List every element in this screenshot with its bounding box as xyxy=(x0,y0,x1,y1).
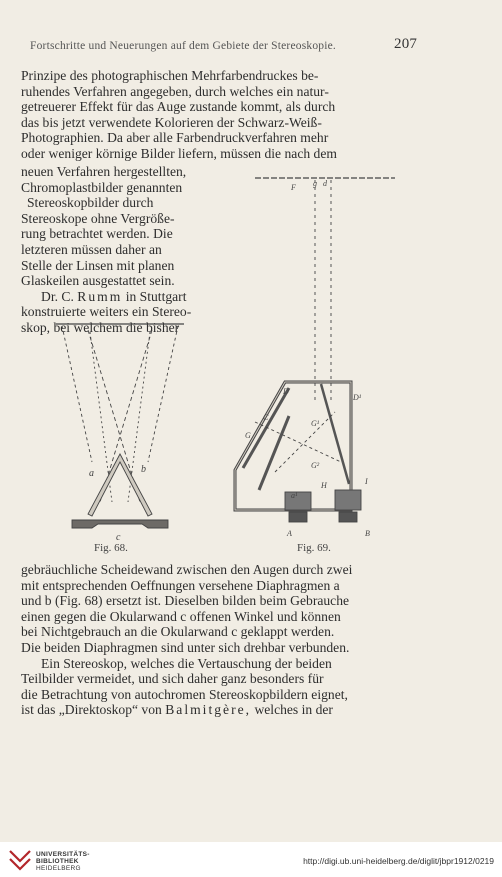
digitization-footer xyxy=(0,842,502,877)
text-line: Stelle der Linsen mit planen xyxy=(21,257,175,273)
text-span: Dr. C. xyxy=(41,288,74,304)
text-line: rung betrachtet werden. Die xyxy=(21,226,173,242)
text-line: einen gegen die Okularwand c offenen Winkel und können xyxy=(21,608,341,624)
label-D: D xyxy=(283,387,289,396)
text-line: Stereoskopbilder durch xyxy=(27,195,154,211)
library-name xyxy=(36,851,90,873)
permalink-link[interactable]: http://digi.ub.uni-heidelberg.de/diglit/jbpr1912/0219 xyxy=(303,856,494,866)
text-line: letzteren müssen daher an xyxy=(21,241,162,257)
text-line: Die beiden Diaphragmen sind unter sich drehbar verbunden. xyxy=(21,639,350,655)
text-line: und b (Fig. 68) ersetzt ist. Dieselben bilden beim Gebrauche xyxy=(21,593,350,609)
text-span: in Stuttgart xyxy=(125,288,187,304)
paragraph-bottom xyxy=(21,562,417,718)
label-C: C xyxy=(263,413,269,422)
text-line: bei Nichtgebrauch an die Okularwand c geklappt werden. xyxy=(21,624,335,640)
label-G: G xyxy=(245,431,251,440)
label-I: I xyxy=(365,477,368,486)
text-line: Prinzipe des photographischen Mehrfarbendruckes be- xyxy=(21,68,319,83)
library-line: BIBLIOTHEK xyxy=(36,858,79,866)
text-line: skop, bei welchem die bisher xyxy=(21,319,180,335)
paragraph-side xyxy=(21,164,224,336)
header-title: Fortschritte und Neuerungen auf dem Gebiete der Stereoskopie. xyxy=(30,40,336,52)
text-line: das bis jetzt verwendete Kolorieren der Schwarz-Weiß- xyxy=(21,114,322,130)
text-line: Chromoplastbilder genannten xyxy=(21,179,183,195)
text-span: welches in der xyxy=(254,702,333,718)
label-d: d xyxy=(323,179,327,188)
page-number: 207 xyxy=(394,36,418,52)
label-a: a xyxy=(89,468,94,479)
label-b: b xyxy=(141,464,146,475)
paragraph-top xyxy=(21,68,417,162)
text-line: neuen Verfahren hergestellten, xyxy=(21,164,187,179)
text-line: getreuerer Effekt für das Auge zustande kommt, als durch xyxy=(21,99,336,115)
library-line: UNIVERSITÄTS- xyxy=(36,851,90,858)
university-library-logo-icon xyxy=(8,847,32,873)
label-a1: a¹ xyxy=(291,491,298,500)
text-line: die Betrachtung von autochromen Stereoskopbildern eignet, xyxy=(21,686,348,702)
label-F: F xyxy=(291,183,296,192)
label-c: c xyxy=(116,532,121,543)
text-line: gebräuchliche Scheidewand zwischen den Augen durch zwei xyxy=(21,562,353,577)
label-G2: G² xyxy=(311,461,320,470)
text-line: Ein Stereoskop, welches die Vertauschung der beiden xyxy=(41,655,332,671)
label-g: g xyxy=(313,179,317,188)
text-line: Teilbilder vermeidet, und sich daher ganz besonders für xyxy=(21,671,324,687)
text-line xyxy=(21,702,417,718)
text-line: oder weniger körnige Bilder liefern, müssen die nach dem xyxy=(21,145,337,161)
caption-fig-69: Fig. 69. xyxy=(297,542,331,554)
author-name: Balmitgère, xyxy=(165,702,252,718)
label-G1: G¹ xyxy=(311,419,320,428)
text-line xyxy=(21,289,224,305)
label-B: B xyxy=(365,529,370,538)
label-H: H xyxy=(321,481,327,490)
text-line: Glaskeilen ausgestattet sein. xyxy=(21,273,175,289)
text-line: konstruierte weiters ein Stereo- xyxy=(21,304,192,320)
label-D1: D¹ xyxy=(353,393,362,402)
label-A: A xyxy=(287,529,292,538)
library-line: HEIDELBERG xyxy=(36,865,81,873)
text-line: Photographien. Da aber alle Farbendruckverfahren mehr xyxy=(21,130,329,146)
text-line: Stereoskope ohne Vergröße- xyxy=(21,210,175,226)
text-line: ruhendes Verfahren angegeben, durch welches ein natur- xyxy=(21,83,329,99)
figure-69 xyxy=(225,172,395,544)
text-span: ist das „Direktoskop“ von xyxy=(21,702,162,718)
figure-68 xyxy=(52,322,192,547)
author-name: Rumm xyxy=(77,288,123,304)
text-line: mit entsprechenden Oeffnungen versehene Diaphragmen a xyxy=(21,577,340,593)
caption-fig-68: Fig. 68. xyxy=(94,542,128,554)
